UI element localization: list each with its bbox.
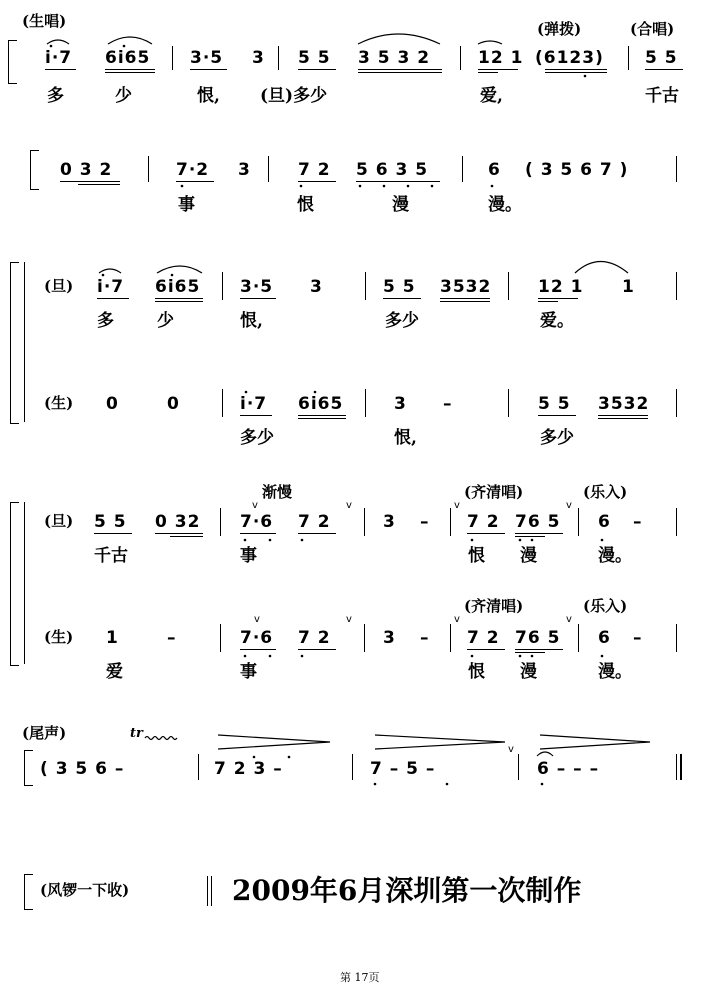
breath-mark: v	[346, 614, 352, 625]
note: 6i65	[298, 394, 344, 414]
note: 3	[252, 48, 265, 68]
lyric: 恨,	[197, 86, 220, 106]
breath-mark: v	[566, 500, 572, 511]
note: 7 2 3 –	[214, 759, 283, 779]
note: 3	[394, 394, 407, 414]
lyric: (旦)多少	[260, 86, 328, 106]
note: 3532	[440, 277, 492, 297]
note: 1	[622, 277, 635, 297]
note: 0 3 2	[60, 160, 113, 180]
note: 7 2	[467, 512, 500, 532]
note: 12 1	[538, 277, 584, 297]
note: 0 32	[155, 512, 201, 532]
label-qiqingchang: (齐清唱)	[464, 597, 524, 615]
breath-mark: v	[454, 500, 460, 511]
note: 7 – 5 –	[370, 759, 436, 779]
note: 5 6 3 5	[356, 160, 429, 180]
lyric: 多少	[385, 311, 419, 331]
note: –	[633, 512, 643, 532]
lyric: 少	[115, 86, 132, 106]
slur	[99, 269, 121, 273]
note: 1	[106, 628, 119, 648]
breath-mark: v	[454, 614, 460, 625]
note: –	[420, 512, 430, 532]
label-sheng-chang: (生唱)	[22, 12, 67, 30]
slur	[478, 41, 502, 44]
label-weisheng: (尾声)	[22, 724, 67, 742]
note: 12 1	[478, 48, 524, 68]
label-qiqingchang: (齐清唱)	[464, 483, 524, 501]
note: 0	[106, 394, 119, 414]
trill-wave	[145, 737, 177, 740]
label-hechang: (合唱)	[630, 20, 675, 38]
label-tanbo: (弹拨)	[537, 20, 582, 38]
note: 5 5	[298, 48, 331, 68]
diminuendo	[375, 735, 505, 749]
note: 5 5	[538, 394, 571, 414]
lyric: 爱,	[480, 86, 503, 106]
lyric: 事	[178, 195, 195, 215]
lyric: 多	[47, 86, 64, 106]
lyric: 爱。	[540, 311, 574, 331]
lyric: 千古	[645, 86, 679, 106]
note: 6 – – –	[537, 759, 600, 779]
note: 6	[488, 160, 501, 180]
note: 7 2	[298, 160, 331, 180]
lyric: 漫	[392, 195, 409, 215]
diminuendo	[218, 735, 330, 749]
note: ( 3 5 6 7 )	[525, 160, 629, 180]
breath-mark: v	[566, 614, 572, 625]
lyric: 多	[97, 311, 114, 331]
lyric: 千古	[94, 546, 128, 566]
note: 7·6	[240, 512, 274, 532]
note: 7 2	[467, 628, 500, 648]
underline	[45, 69, 76, 70]
note: 6	[598, 512, 611, 532]
part-label-dan: (旦)	[44, 277, 74, 295]
part-label-sheng: (生)	[44, 394, 74, 412]
note: i·7	[45, 48, 73, 68]
note: 3532	[598, 394, 650, 414]
note: (6123)	[535, 48, 604, 68]
note: 5 5	[645, 48, 678, 68]
lyric: 恨	[297, 195, 314, 215]
page-number: 第 17页	[340, 971, 380, 984]
breath-mark: v	[346, 500, 352, 511]
note: 3 5 3 2	[358, 48, 431, 68]
lyric: 恨	[468, 662, 485, 682]
lyric: 恨,	[240, 311, 263, 331]
breath-mark: v	[254, 614, 260, 625]
lyric: 恨,	[394, 428, 417, 448]
note: 5 5	[383, 277, 416, 297]
note: –	[633, 628, 643, 648]
lyric: 多少	[540, 428, 574, 448]
part-label-dan: (旦)	[44, 512, 74, 530]
note: 6i65	[105, 48, 151, 68]
breath-mark: v	[508, 744, 514, 755]
lyric: 少	[157, 311, 174, 331]
slur	[157, 266, 202, 273]
lyric: 漫。	[598, 546, 632, 566]
lyric: 多少	[240, 428, 274, 448]
label-yueru: (乐入)	[583, 483, 628, 501]
lyric: 事	[240, 662, 257, 682]
note: –	[443, 394, 453, 414]
production-title: 2009年6月深圳第一次制作	[232, 874, 582, 907]
note: 76 5	[515, 512, 561, 532]
breath-mark: v	[252, 500, 258, 511]
note: 0	[167, 394, 180, 414]
note: 3	[383, 512, 396, 532]
slur	[575, 262, 628, 274]
fermata	[537, 752, 553, 756]
note: 3·5	[190, 48, 224, 68]
label-yueru: (乐入)	[583, 597, 628, 615]
note: 76 5	[515, 628, 561, 648]
lyric: 漫	[520, 546, 537, 566]
trill-mark: tr	[130, 726, 143, 741]
note: 5 5	[94, 512, 127, 532]
lyric: 漫。	[488, 195, 522, 215]
lyric: 漫。	[598, 662, 632, 682]
slur	[108, 37, 152, 44]
note: 6	[598, 628, 611, 648]
note: 7 2	[298, 512, 331, 532]
diminuendo	[540, 735, 650, 749]
tempo-mark-jianman: 渐慢	[262, 483, 293, 501]
lyric: 爱	[106, 662, 123, 682]
note: 3·5	[240, 277, 274, 297]
lyric: 事	[240, 546, 257, 566]
note: –	[420, 628, 430, 648]
note: i·7	[97, 277, 125, 297]
note: 6i65	[155, 277, 201, 297]
note: –	[167, 628, 177, 648]
slur	[358, 34, 440, 44]
note: 7·6	[240, 628, 274, 648]
note: 3	[310, 277, 323, 297]
part-label-sheng: (生)	[44, 628, 74, 646]
note: 3	[383, 628, 396, 648]
note: 7·2	[176, 160, 210, 180]
ending-note: (风锣一下收)	[40, 881, 130, 899]
lyric: 恨	[468, 546, 485, 566]
note: ( 3 5 6 –	[40, 759, 125, 779]
note: 3	[238, 160, 251, 180]
lyric: 漫	[520, 662, 537, 682]
note: i·7	[240, 394, 268, 414]
slur	[47, 40, 69, 44]
note: 7 2	[298, 628, 331, 648]
